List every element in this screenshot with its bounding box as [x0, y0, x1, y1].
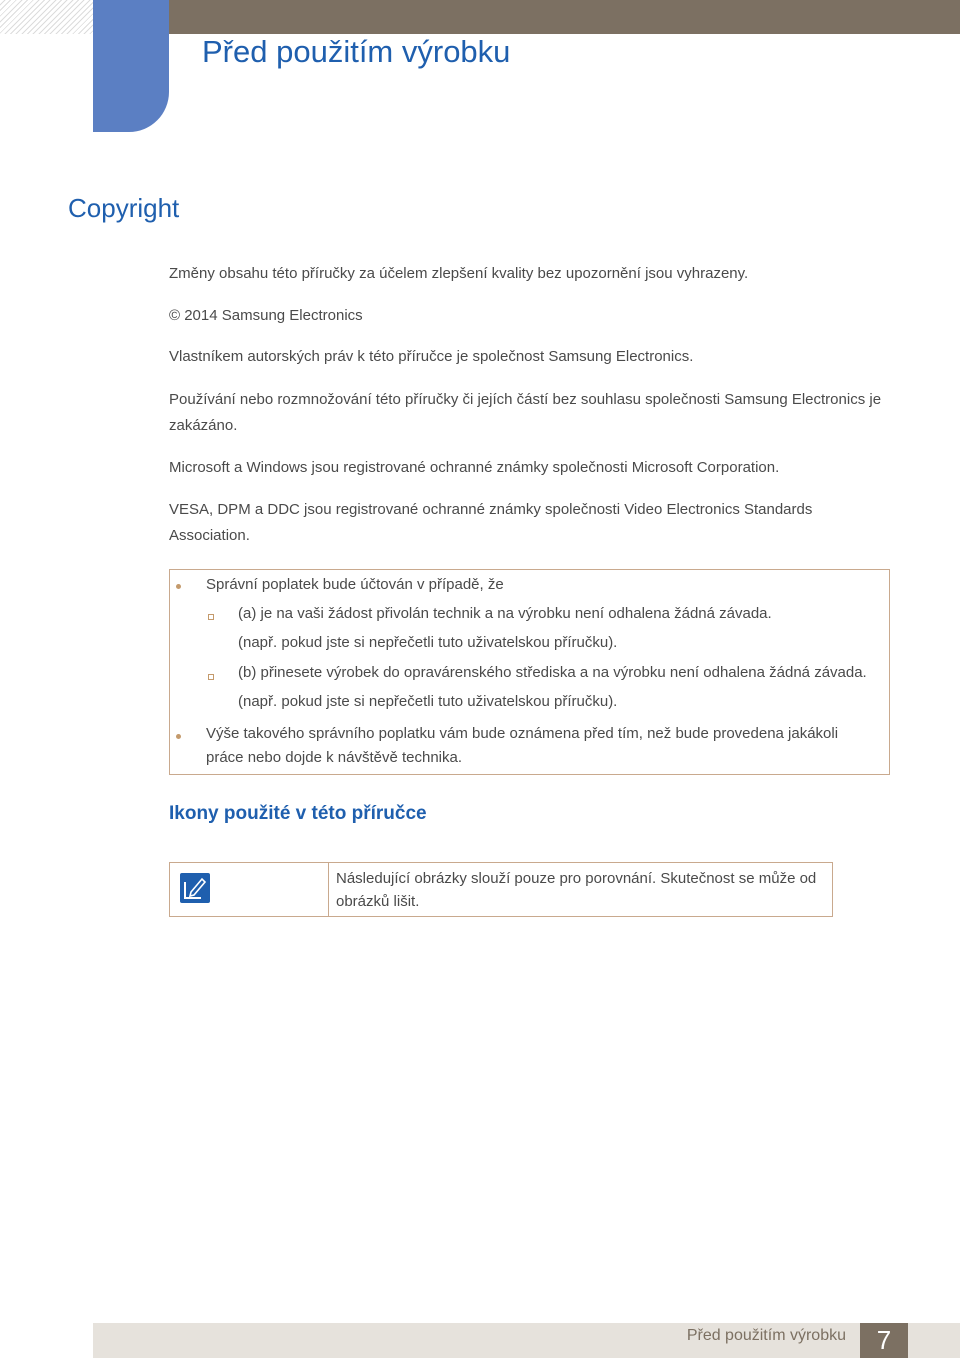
- note-pencil-icon: [180, 873, 210, 903]
- footer-chapter-label: Před použitím výrobku: [686, 1327, 846, 1344]
- fee-sub-b-note: (např. pokud jste si nepřečetli tuto uživatelskou příručku).: [238, 693, 618, 710]
- header-hatch: [0, 0, 93, 34]
- paragraph-microsoft: Microsoft a Windows jsou registrované ochranné známky společnosti Microsoft Corporation.: [169, 459, 780, 476]
- fee-sub-a: (a) je na vaši žádost přivolán technik a na výrobku není odhalena žádná závada.: [238, 605, 772, 622]
- square-bullet-icon: [208, 674, 214, 680]
- chapter-title: Před použitím výrobku: [202, 34, 511, 69]
- icons-section-title: Ikony použité v této příručce: [169, 803, 427, 824]
- paragraph-vesa: VESA, DPM a DDC jsou registrované ochranné známky společnosti Video Electronics Standards Association.: [169, 501, 813, 544]
- header-bar: [169, 0, 960, 34]
- fee-bullet-1: Správní poplatek bude účtován v případě, že: [206, 576, 504, 593]
- paragraph-copyright: © 2014 Samsung Electronics: [169, 307, 363, 324]
- icons-table: [169, 862, 833, 917]
- paragraph-usage: Používání nebo rozmnožování této příručky či jejích částí bez souhlasu společnosti Samsung Electronics je zakázáno.: [169, 391, 882, 434]
- fee-note-box: [169, 569, 890, 775]
- square-bullet-icon: [208, 614, 214, 620]
- page-number: 7: [860, 1323, 908, 1358]
- section-title: Copyright: [68, 193, 180, 223]
- fee-bullet-2: Výše takového správního poplatku vám bude oznámena před tím, než bude provedena jakákoli práce nebo dojde k návštěvě technika.: [206, 725, 839, 766]
- paragraph-changes: Změny obsahu této příručky za účelem zlepšení kvality bez upozornění jsou vyhrazeny.: [169, 265, 749, 282]
- bullet-dot-icon: [176, 734, 181, 739]
- fee-sub-b: (b) přinesete výrobek do opravárenského střediska a na výrobku není odhalena žádná závada.: [238, 664, 867, 681]
- chapter-tab: [93, 0, 169, 132]
- bullet-dot-icon: [176, 584, 181, 589]
- icons-table-text: Následující obrázky slouží pouze pro porovnání. Skutečnost se může od obrázků lišit.: [336, 870, 817, 910]
- icons-table-icon-cell: [170, 863, 329, 916]
- fee-sub-a-note: (např. pokud jste si nepřečetli tuto uživatelskou příručku).: [238, 634, 618, 651]
- paragraph-owner: Vlastníkem autorských práv k této příručce je společnost Samsung Electronics.: [169, 348, 694, 365]
